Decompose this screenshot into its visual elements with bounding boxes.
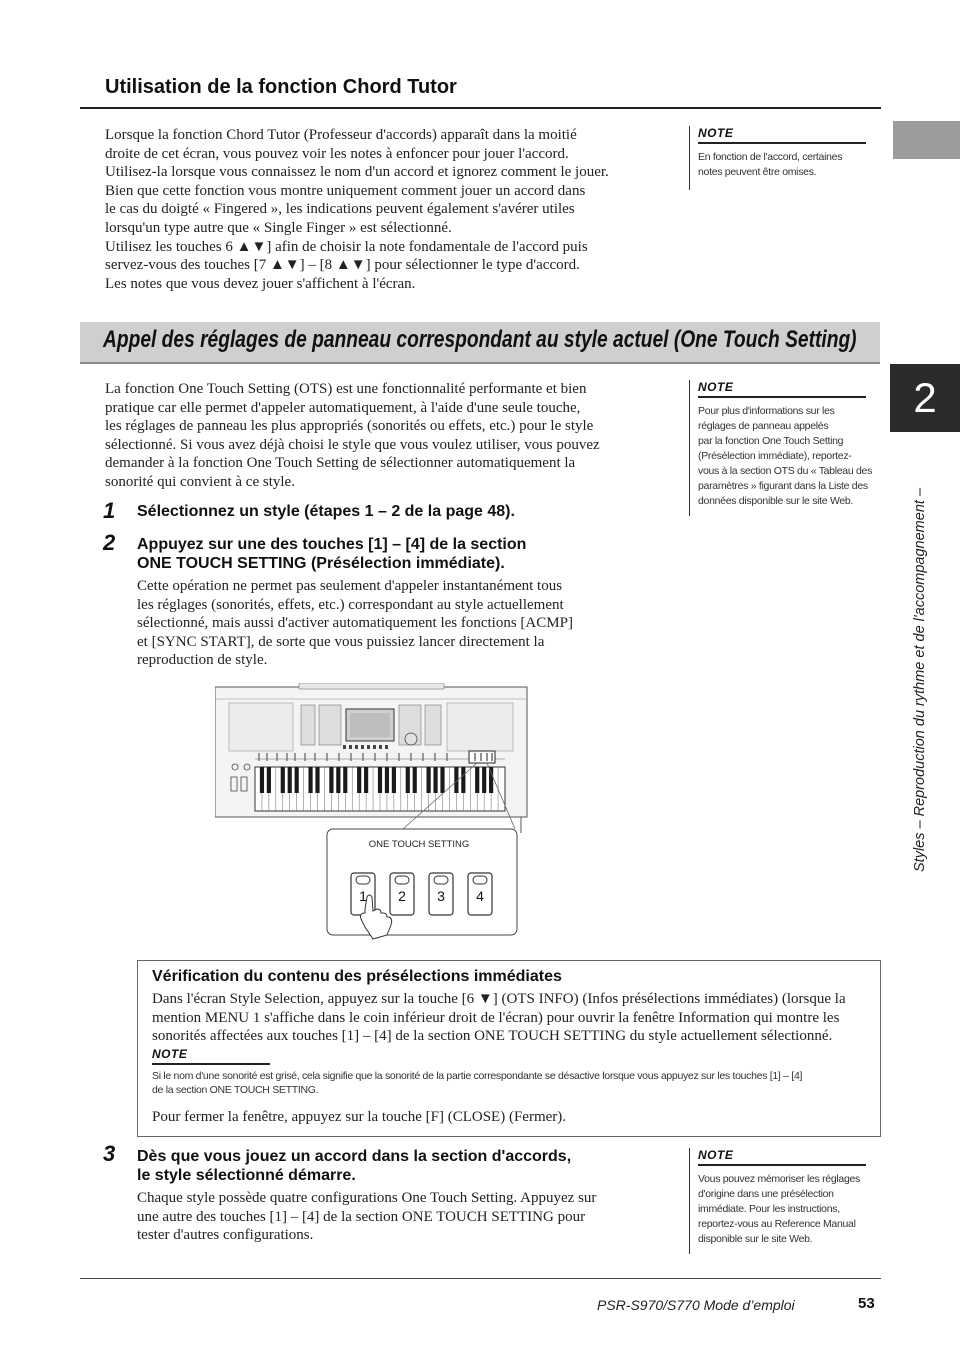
note-line: de la section ONE TOUCH SETTING. [152, 1084, 319, 1096]
step-title-line: Appuyez sur une des touches [1] – [4] de la section [137, 536, 527, 553]
footer-manual-title: PSR-S970/S770 Mode d’emploi [597, 1297, 795, 1313]
ots-button-4: 4 [476, 888, 484, 904]
text-line: lorsqu'un type autre que « Single Finger » est sélectionné. [105, 219, 452, 236]
note-line: notes peuvent être omises. [698, 166, 817, 178]
note-chord-tutor [689, 126, 883, 190]
text-line: Utilisez les touches 6 ▲▼] afin de choisir la note fondamentale de l'accord puis [105, 238, 588, 255]
chapter-side-label: Styles – Reproduction du rythme et de l'accompagnement – [912, 487, 928, 872]
chapter-edge-tab [893, 121, 960, 159]
verification-body [152, 990, 867, 1046]
note-text [698, 1172, 878, 1247]
footer-rule [80, 1278, 881, 1279]
verification-close-line: Pour fermer la fenêtre, appuyez sur la touche [F] (CLOSE) (Fermer). [152, 1109, 567, 1125]
text-line: et [SYNC START], de sorte que vous puissiez lancer directement la [137, 633, 545, 650]
note-line: d'origine dans une présélection [698, 1188, 834, 1200]
step-number: 1 [103, 498, 116, 523]
step-body [137, 1189, 657, 1245]
page-number: 53 [858, 1295, 875, 1312]
step-title-line: ONE TOUCH SETTING (Présélection immédiate). [137, 555, 505, 572]
text-line: servez-vous des touches [7 ▲▼] – [8 ▲▼] pour sélectionner le type d'accord. [105, 257, 580, 274]
text-line: sonorités affectées aux touches [1] – [4] de la section ONE TOUCH SETTING du style actuellement sélectionné. [152, 1028, 833, 1045]
text-line: La fonction One Touch Setting (OTS) est une fonctionnalité performante et bien [105, 381, 587, 397]
step-number: 3 [103, 1141, 116, 1166]
note-line: Si le nom d'une sonorité est grisé, cela signifie que la sonorité de la partie correspondante se désactive lorsque vous appuyez sur les touches [1] – [4] [152, 1070, 803, 1082]
step-title [137, 1147, 647, 1185]
chord-tutor-paragraph [105, 126, 677, 293]
chapter-number-tab: 2 [890, 364, 960, 432]
ots-intro-paragraph [105, 380, 665, 492]
step-body [137, 577, 657, 670]
note-line: disponible sur le site Web. [698, 1233, 813, 1245]
note-label: NOTE [698, 1148, 866, 1166]
text-line: sélectionné, mais aussi d'activer automatiquement les fonctions [ACMP] [137, 615, 573, 632]
note-text [698, 404, 878, 509]
step-number: 2 [103, 530, 116, 555]
text-line: Dans l'écran Style Selection, appuyez sur la touche [6 ▼] (OTS INFO) (Infos présélections immédiates) (lorsque la [152, 991, 846, 1007]
text-line: les réglages (sonorités, effets, etc.) correspondant au style actuellement [137, 596, 564, 613]
note-line: reportez-vous au Reference Manual [698, 1218, 856, 1230]
text-line: demander à la fonction One Touch Setting de sélectionner automatiquement la [105, 455, 576, 472]
note-line: données disponible sur le site Web. [698, 495, 854, 507]
ots-button-2: 2 [398, 888, 406, 904]
note-line: paramètres » figurant dans la Liste des [698, 480, 868, 492]
note-line: Pour plus d'informations sur les [698, 405, 835, 417]
ots-button-3: 3 [437, 888, 445, 904]
text-line: mention MENU 1 s'affiche dans le coin inférieur droit de l'écran) pour ouvrir la fenêtre Information qui montre les [152, 1009, 840, 1026]
step-title: Sélectionnez un style (étapes 1 – 2 de la page 48). [137, 503, 515, 520]
note-label: NOTE [698, 380, 866, 398]
text-line: Chaque style possède quatre configurations One Touch Setting. Appuyez sur [137, 1190, 597, 1206]
text-line: une autre des touches [1] – [4] de la section ONE TOUCH SETTING pour [137, 1208, 586, 1225]
note-line: réglages de panneau appelés [698, 420, 829, 432]
text-line: Bien que cette fonction vous montre uniquement comment jouer un accord dans [105, 182, 586, 199]
ots-panel-label: ONE TOUCH SETTING [368, 839, 470, 850]
step-title-line: Dès que vous jouez un accord dans la section d'accords, [137, 1148, 572, 1165]
verification-title: Vérification du contenu des présélections immédiates [152, 968, 562, 985]
text-line: Cette opération ne permet pas seulement d'appeler instantanément tous [137, 578, 563, 594]
top-rule [80, 107, 881, 109]
note-line: Vous pouvez mémoriser les réglages [698, 1173, 860, 1185]
step-title [137, 535, 657, 573]
text-line: sélectionné. Si vous avez déjà choisi le style que vous voulez utiliser, vous pouvez [105, 436, 600, 453]
section-title: Utilisation de la fonction Chord Tutor [105, 76, 457, 98]
note-line: En fonction de l'accord, certaines [698, 151, 843, 163]
ots-button-1: 1 [359, 888, 367, 904]
note-label: NOTE [152, 1047, 270, 1065]
text-line: reproduction de style. [137, 652, 268, 669]
note-line: par la fonction One Touch Setting [698, 435, 844, 447]
note-line: vous à la section OTS du « Tableau des [698, 465, 873, 477]
text-line: Lorsque la fonction Chord Tutor (Professeur d'accords) apparaît dans la moitié [105, 127, 577, 143]
banner-title: Appel des réglages de panneau correspondant au style actuel (One Touch Setting) [103, 326, 857, 353]
note-ots [689, 380, 883, 516]
note-text [698, 150, 878, 180]
note-label: NOTE [698, 126, 866, 144]
step-title-line: le style sélectionné démarre. [137, 1167, 356, 1184]
note-line: immédiate. Pour les instructions, [698, 1203, 840, 1215]
text-line: droite de cet écran, vous pouvez voir les notes à enfoncer pour jouer l'accord. [105, 145, 569, 162]
note-step3 [689, 1148, 883, 1254]
text-line: Les notes que vous devez jouer s'affichent à l'écran. [105, 275, 416, 292]
text-line: les réglages de panneau les plus appropriés (sonorités ou effets, etc.) pour le style [105, 418, 594, 435]
text-line: pratique car elle permet d'appeler automatiquement, à l'aide d'une seule touche, [105, 399, 581, 416]
note-text [152, 1069, 842, 1097]
text-line: tester d'autres configurations. [137, 1227, 314, 1244]
text-line: sonorité qui convient à ce style. [105, 473, 295, 490]
note-line: (Présélection immédiate), reportez- [698, 450, 852, 462]
keyboard-illustration [215, 683, 535, 943]
text-line: le cas du doigté « Fingered », les indications peuvent également s'avérer utiles [105, 201, 575, 218]
text-line: Utilisez-la lorsque vous connaissez le nom d'un accord et ignorez comment le jouer. [105, 164, 609, 181]
